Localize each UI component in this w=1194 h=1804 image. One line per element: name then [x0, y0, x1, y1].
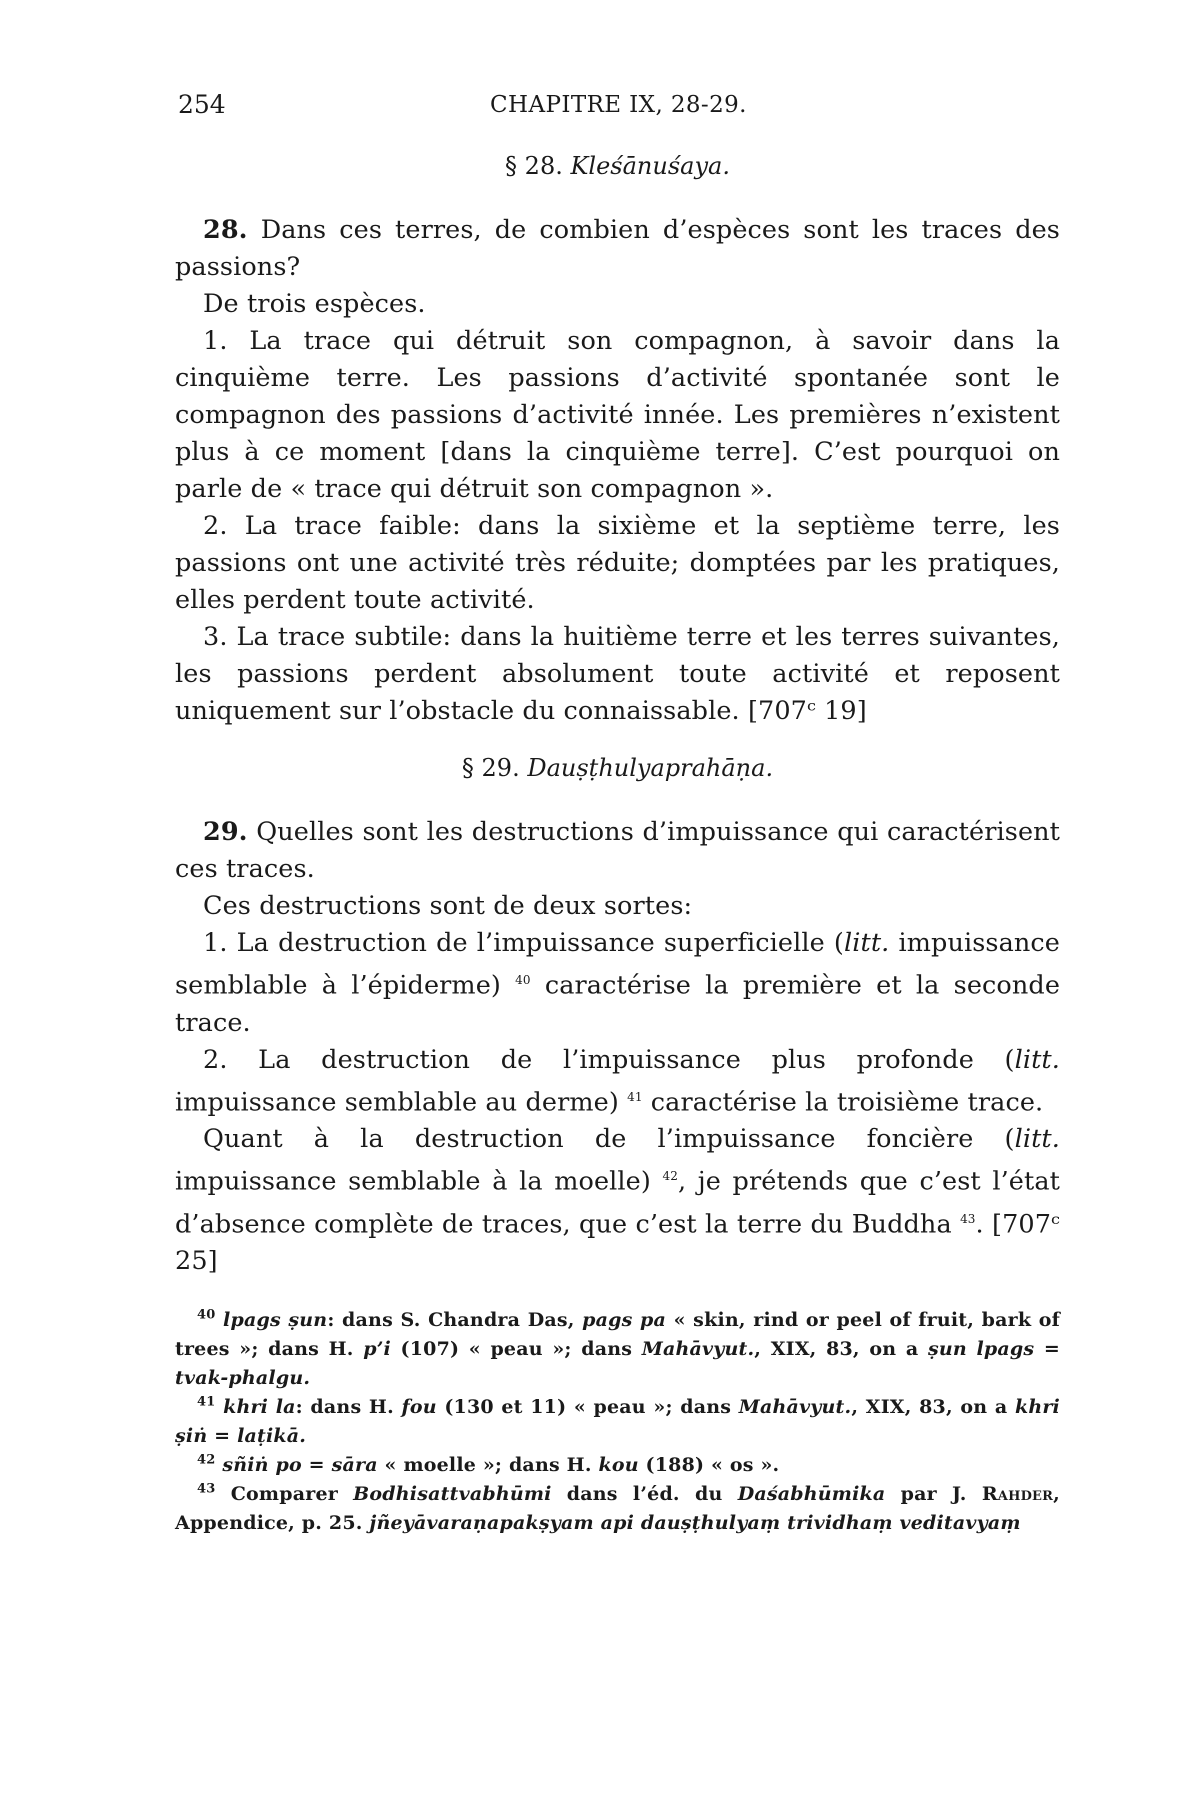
footnotes: [175, 1306, 1060, 1538]
text-run: (188) « os ».: [638, 1454, 780, 1476]
italic-run: litt.: [1014, 1124, 1060, 1154]
author-name: Rahder: [981, 1483, 1054, 1505]
paragraph-number: 29.: [203, 817, 248, 847]
page-number: 254: [178, 90, 226, 119]
italic-run: Daśabhūmika: [737, 1483, 886, 1505]
section-heading-28: [175, 152, 1060, 180]
italic-run: lpags ṣun: [223, 1309, 328, 1331]
text-run: dans l’éd. du: [551, 1483, 738, 1505]
section-heading-29: [175, 754, 1060, 782]
footnote-40: [175, 1306, 1060, 1393]
text-run: (130 et 11) « peau »; dans: [436, 1396, 739, 1418]
footnote-ref: 42: [662, 1169, 678, 1183]
paragraph: [175, 925, 1060, 1042]
section-title: Dauṣṭhulyaprahāṇa.: [527, 754, 774, 782]
italic-run: fou: [401, 1396, 437, 1418]
italic-run: pags pa: [582, 1309, 667, 1331]
italic-run: litt.: [1014, 1044, 1060, 1075]
text-run: caractérise la première et la seconde trace.: [175, 970, 1061, 1038]
text-run: . [707ᶜ 25]: [175, 1209, 1060, 1276]
paragraph-text: Dans ces terres, de combien d’espèces sont les traces des passions?: [175, 215, 1060, 282]
italic-run: Mahāvyut.: [641, 1338, 755, 1360]
paragraph: [175, 1121, 1060, 1280]
italic-run: khri la: [223, 1396, 296, 1418]
book-page: [175, 90, 1060, 1538]
footnote-43: [175, 1480, 1060, 1538]
italic-run: litt.: [843, 928, 890, 958]
running-head: [175, 90, 1060, 124]
footnote-mark: 43: [197, 1481, 216, 1497]
italic-run: ṣun lpags = tvak-phalgu.: [175, 1338, 1060, 1389]
italic-run: Bodhisattvabhūmi: [353, 1483, 552, 1505]
footnote-ref: 40: [515, 973, 531, 987]
paragraph: [175, 1042, 1060, 1122]
italic-run: sñiṅ po = sāra: [222, 1454, 378, 1476]
italic-run: p’i: [363, 1338, 391, 1360]
text-run: : dans S. Chandra Das,: [327, 1309, 583, 1331]
text-run: impuissance semblable au derme): [175, 1087, 619, 1117]
text-run: Comparer: [230, 1483, 354, 1505]
text-run: , Appendice, p. 25.: [175, 1483, 1060, 1534]
question-paragraph: [175, 814, 1060, 888]
question-paragraph: [175, 212, 1060, 286]
footnote-ref: 41: [627, 1089, 643, 1104]
text-run: impuissance semblable à l’épiderme): [175, 928, 1060, 1001]
paragraph: De trois espèces.: [203, 289, 426, 319]
footnote-ref: 43: [960, 1211, 976, 1226]
text-run: par J.: [885, 1483, 982, 1505]
footnote-mark: 40: [197, 1307, 216, 1323]
text-run: , XIX, 83, on a: [754, 1338, 928, 1360]
chapter-title: CHAPITRE IX, 28-29.: [490, 92, 747, 118]
text-run: , je prétends que c’est l’état d’absence complète de traces, que c’est la terre du Buddha: [175, 1166, 1060, 1239]
italic-run: Mahāvyut.: [738, 1396, 852, 1418]
italic-run: jñeyāvaraṇapakṣyam api dauṣṭhulyaṃ trividhaṃ veditavyaṃ: [369, 1512, 1021, 1534]
section-title: Kleśānuśaya.: [570, 152, 730, 180]
footnote-mark: 42: [197, 1452, 216, 1468]
text-run: Quant à la destruction de l’impuissance foncière (: [203, 1124, 1015, 1154]
text-run: : dans H.: [295, 1396, 402, 1418]
section-number: § 28.: [505, 152, 563, 180]
text-run: « moelle »; dans H.: [377, 1454, 599, 1476]
text-run: 1. La destruction de l’impuissance superficielle (: [203, 928, 844, 958]
text-run: (107) « peau »; dans: [390, 1338, 642, 1360]
footnote-42: [175, 1451, 1060, 1480]
text-run: 2. La destruction de l’impuissance plus profonde (: [203, 1044, 1015, 1075]
paragraph-number: 28.: [203, 215, 248, 245]
section-number: § 29.: [461, 754, 520, 782]
paragraph: 1. La trace qui détruit son compagnon, à savoir dans la cinquième terre. Les passions d’activité spontanée sont le compagnon des passions d’activité innée. Les premières n’existent plus à ce moment [dans la cinquième terre]. C’est pourquoi on parle de « trace qui détruit son compagnon ».: [175, 326, 1060, 504]
footnote-41: [175, 1393, 1060, 1451]
paragraph: 3. La trace subtile: dans la huitième terre et les terres suivantes, les passions perdent absolument toute activité et reposent uniquement sur l’obstacle du connaissable. [707ᶜ 19]: [175, 622, 1060, 726]
section-29-body: [175, 814, 1060, 1280]
footnote-mark: 41: [197, 1394, 216, 1410]
text-run: « skin, rind or peel of fruit, bark of trees »; dans H.: [175, 1309, 1060, 1360]
section-29: [175, 754, 1060, 1280]
paragraph: Ces destructions sont de deux sortes:: [203, 891, 693, 921]
paragraph: 2. La trace faible: dans la sixième et la septième terre, les passions ont une activité très réduite; domptées par les pratiques, elles perdent toute activité.: [175, 511, 1060, 615]
text-run: caractérise la troisième trace.: [642, 1087, 1044, 1117]
text-run: , XIX, 83, on a: [851, 1396, 1015, 1418]
section-28-body: [175, 212, 1060, 730]
italic-run: khri ṣiṅ = laṭikā.: [175, 1396, 1060, 1447]
italic-run: kou: [598, 1454, 639, 1476]
text-run: impuissance semblable à la moelle): [175, 1166, 651, 1197]
paragraph-text: Quelles sont les destructions d’impuissance qui caractérisent ces traces.: [175, 817, 1060, 884]
